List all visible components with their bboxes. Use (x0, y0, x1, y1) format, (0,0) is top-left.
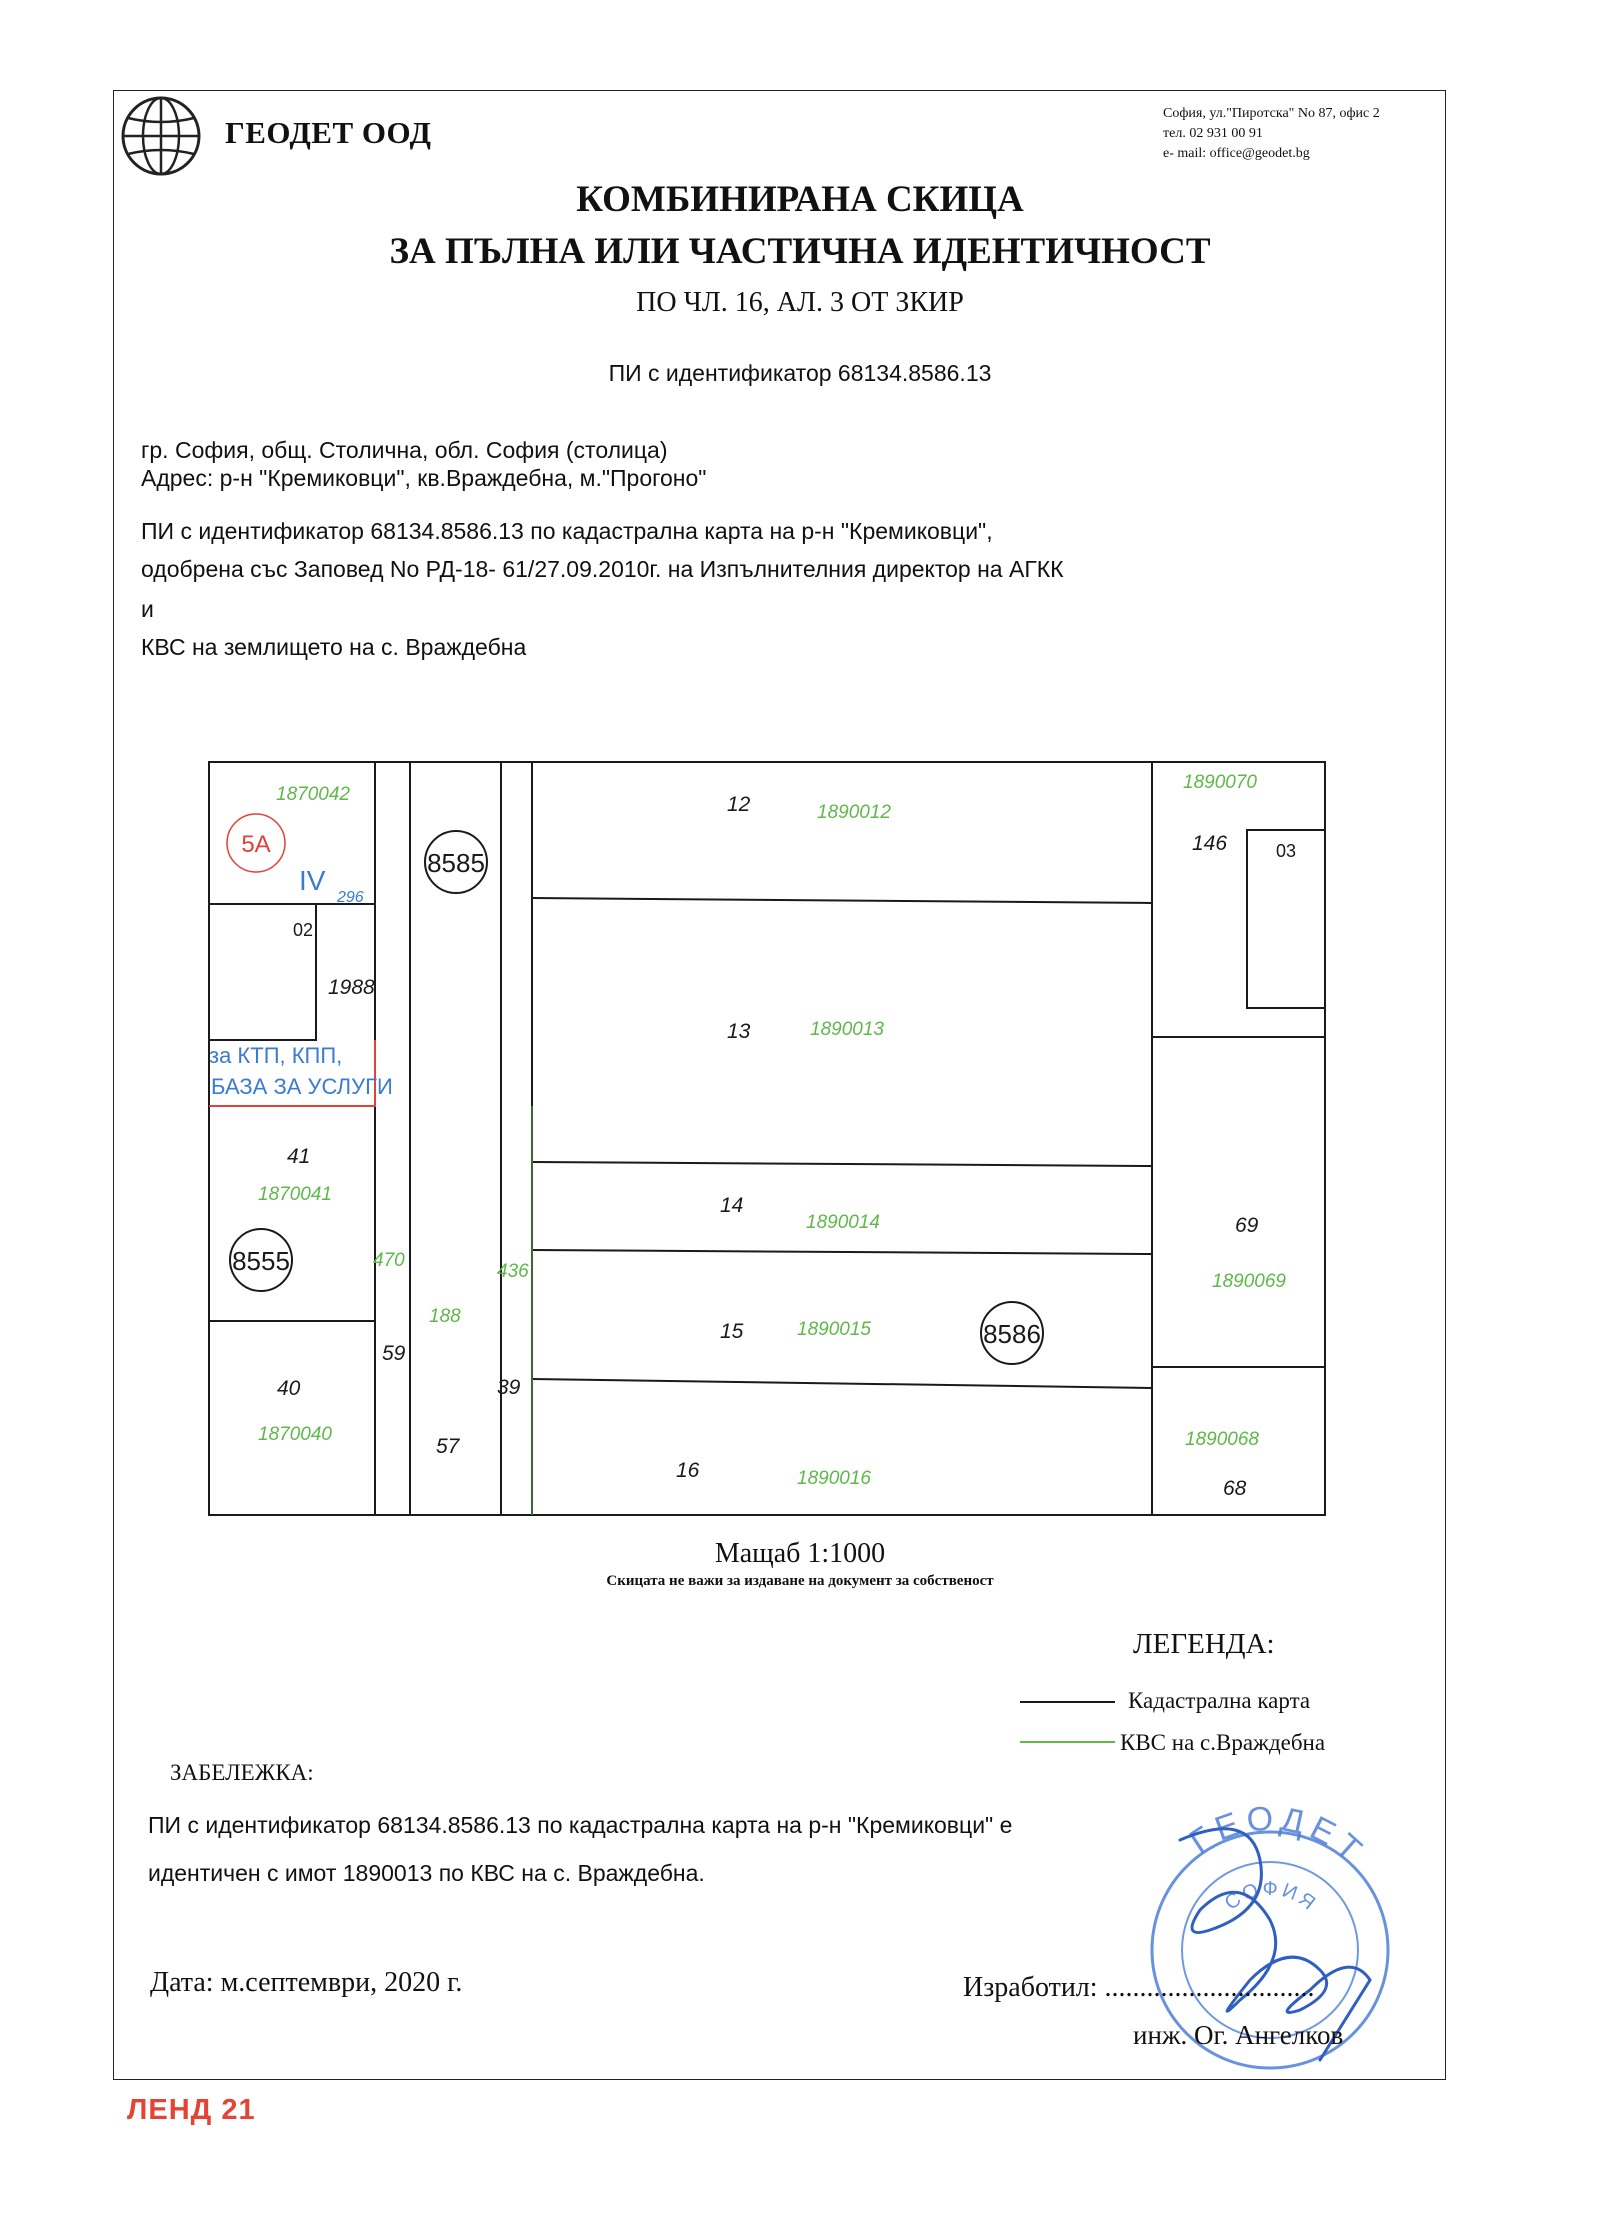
kvs-470: 470 (373, 1250, 405, 1271)
location-line-2: Адрес: р-н "Кремиковци", кв.Враждебна, м."Прогоно" (141, 465, 707, 491)
legal-basis: ПО ЧЛ. 16, АЛ. 3 ОТ ЗКИР (636, 287, 964, 318)
kvs-1870041: 1870041 (258, 1184, 332, 1205)
legend-swatches (1020, 1700, 1120, 1760)
kvs-1890012: 1890012 (817, 802, 891, 823)
label-03: 03 (1276, 841, 1297, 861)
note-line-1: ПИ с идентификатор 68134.8586.13 по кадастрална карта на р-н "Кремиковци" е (148, 1812, 1013, 1838)
label-69: 69 (1235, 1214, 1259, 1237)
label-02: 02 (293, 920, 314, 940)
brand-watermark: ЛЕНД 21 (127, 2094, 256, 2126)
label-12: 12 (727, 793, 751, 816)
description-line-4: КВС на землището на с. Враждебна (141, 634, 527, 660)
scale-note: Скицата не важи за издаване на документ за собственост (606, 1573, 994, 1589)
description-line-1: ПИ с идентификатор 68134.8586.13 по кадастрална карта на р-н "Кремиковци", (141, 518, 993, 544)
label-39: 39 (497, 1376, 521, 1399)
circle-label-8586: 8586 (983, 1319, 1041, 1349)
label-40: 40 (277, 1377, 301, 1400)
label-5a: 5A (241, 831, 271, 858)
label-146: 146 (1192, 832, 1228, 855)
label-13: 13 (727, 1020, 751, 1043)
engineer-name: инж. Ог. Ангелков (1133, 2020, 1344, 2050)
kvs-188: 188 (429, 1306, 461, 1327)
description-line-2: одобрена със Заповед No РД-18- 61/27.09.2010г. на Изпълнителния директор на АГКК (141, 556, 1064, 582)
purpose-line-1: за КТП, КПП, (209, 1043, 343, 1068)
document-title: КОМБИНИРАНА СКИЦА (576, 179, 1024, 220)
stamp-text: ГЕОДЕТ (1183, 1800, 1374, 1873)
zone-iv: IV (299, 865, 326, 896)
kvs-1890014: 1890014 (806, 1212, 880, 1233)
document-subtitle: ЗА ПЪЛНА ИЛИ ЧАСТИЧНА ИДЕНТИЧНОСТ (389, 231, 1211, 272)
description-line-3: и (141, 596, 154, 622)
kvs-436: 436 (497, 1261, 529, 1282)
contact-address: София, ул."Пиротска" No 87, офис 2 (1163, 106, 1380, 121)
kvs-1870040: 1870040 (258, 1424, 332, 1445)
label-41: 41 (287, 1145, 311, 1168)
kvs-1890069: 1890069 (1212, 1271, 1286, 1292)
label-57: 57 (436, 1435, 460, 1458)
note-title: ЗАБЕЛЕЖКА: (170, 1760, 314, 1785)
stamp-city: СОФИЯ (1220, 1877, 1322, 1917)
circle-label-8555: 8555 (232, 1246, 290, 1276)
kvs-1890068: 1890068 (1185, 1429, 1259, 1450)
circle-label-8585: 8585 (427, 848, 485, 878)
parcel-identifier: ПИ с идентификатор 68134.8586.13 (608, 360, 992, 386)
kvs-1890070: 1890070 (1183, 772, 1257, 793)
map-border (209, 762, 1325, 1515)
label-16: 16 (676, 1459, 700, 1482)
contact-phone: тел. 02 931 00 91 (1163, 126, 1263, 141)
label-14: 14 (720, 1194, 744, 1217)
note-line-2: идентичен с имот 1890013 по КВС на с. Враждебна. (148, 1860, 705, 1886)
label-1988: 1988 (328, 976, 375, 999)
kvs-1890015: 1890015 (797, 1319, 871, 1340)
scale-label: Мащаб 1:1000 (714, 1538, 886, 1569)
label-59: 59 (382, 1342, 406, 1365)
legend-item-kvs: КВС на с.Враждебна (1120, 1730, 1326, 1755)
legend-item-cadastral: Кадастрална карта (1128, 1688, 1311, 1713)
label-15: 15 (720, 1320, 744, 1343)
location-line-1: гр. София, общ. Столична, обл. София (столица) (141, 437, 668, 463)
contact-email: e- mail: office@geodet.bg (1163, 146, 1310, 161)
label-68: 68 (1223, 1477, 1247, 1500)
legend-title: ЛЕГЕНДА: (1133, 1628, 1275, 1660)
purpose-line-2: БАЗА ЗА УСЛУГИ (211, 1074, 393, 1099)
author-label: Изработил: .............................. (963, 1972, 1315, 2003)
kvs-1890016: 1890016 (797, 1468, 871, 1489)
company-name: ГЕОДЕТ ООД (225, 115, 432, 150)
date: Дата: м.септември, 2020 г. (150, 1967, 463, 1998)
kvs-1890013: 1890013 (810, 1019, 884, 1040)
zone-iv-sub: 296 (337, 889, 364, 906)
kvs-1870042: 1870042 (276, 784, 350, 805)
